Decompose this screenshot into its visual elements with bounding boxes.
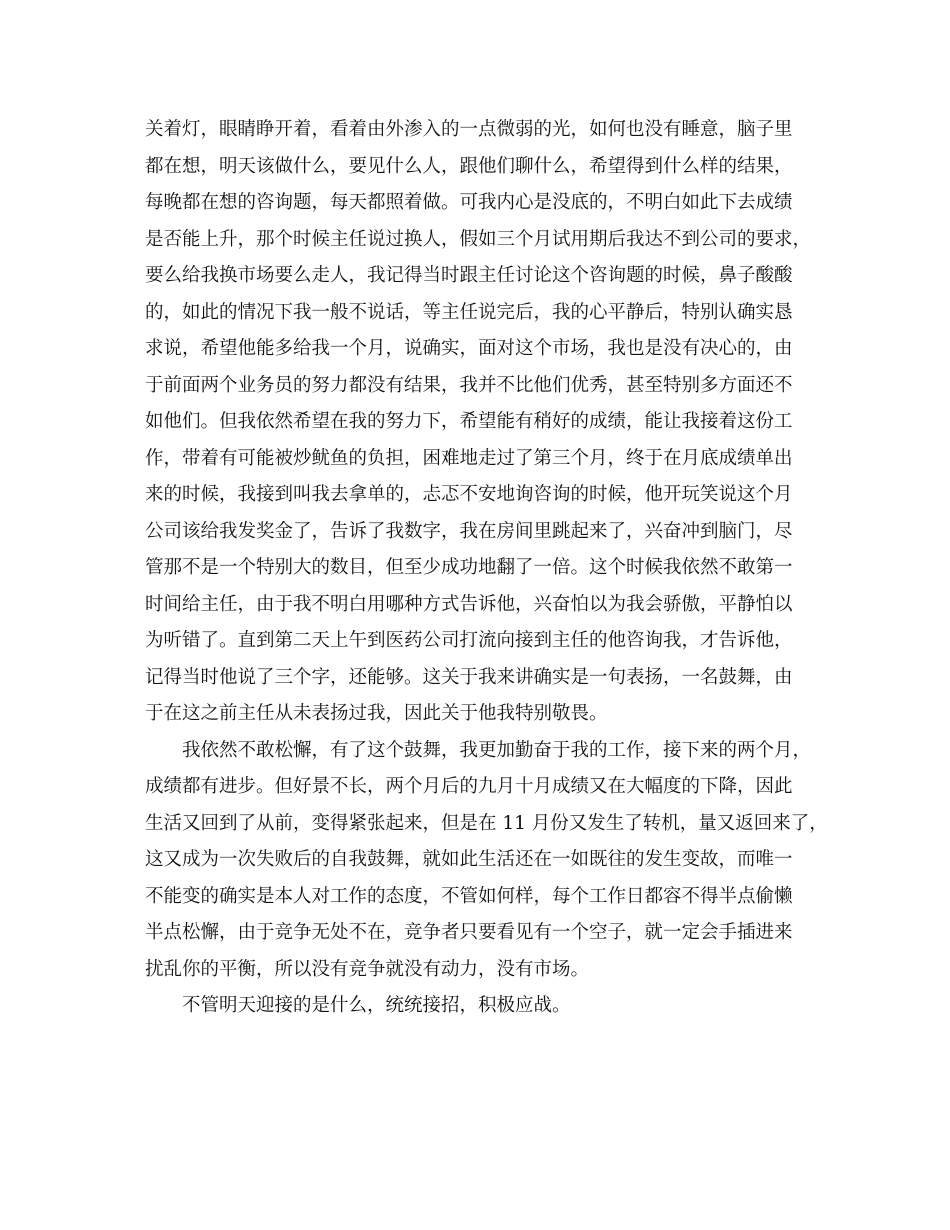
text-line: 于前面两个业务员的努力都没有结果，我并不比他们优秀，甚至特别多方面还不 — [145, 374, 793, 396]
text-line: 为听错了。直到第二天上午到医药公司打流向接到主任的他咨询我，才告诉他， — [145, 630, 793, 651]
paragraph-first-line: 我依然不敢松懈，有了这个鼓舞，我更加勤奋于我的工作，接下来的两个月， — [182, 739, 812, 761]
text-line: 公司该给我发奖金了，告诉了我数字，我在房间里跳起来了，兴奋冲到脑门，尽 — [145, 520, 793, 542]
text-line: 如他们。但我依然希望在我的努力下，希望能有稍好的成绩，能让我接着这份工 — [145, 411, 793, 432]
text-line: 不能变的确实是本人对工作的态度，不管如何样，每个工作日都容不得半点偷懒 — [145, 885, 793, 907]
text-line: 是否能上升，那个时候主任说过换人，假如三个月试用期后我达不到公司的要求， — [145, 228, 812, 250]
text-line: 的，如此的情况下我一般不说话，等主任说完后，我的心平静后，特别认确实恳 — [145, 301, 793, 323]
text-line: 都在想，明天该做什么，要见什么人，跟他们聊什么，希望得到什么样的结果， — [145, 155, 793, 177]
text-line: 时间给主任，由于我不明白用哪种方式告诉他，兴奋怕以为我会骄傲，平静怕以 — [145, 593, 793, 615]
text-line: 半点松懈，由于竞争无处不在，竞争者只要看见有一个空子，就一定会手插进来 — [145, 922, 793, 943]
text-line: 记得当时他说了三个字，还能够。这关于我来讲确实是一句表扬，一名鼓舞，由 — [145, 666, 793, 688]
text-line: 管那不是一个特别大的数目，但至少成功地翻了一倍。这个时候我依然不敢第一 — [145, 557, 793, 578]
text-line: 要么给我换市场要么走人，我记得当时跟主任讨论这个咨询题的时候，鼻子酸酸 — [145, 265, 793, 286]
paragraph-first-line: 不管明天迎接的是什么，统统接招，积极应战。 — [182, 995, 571, 1016]
text-line: 关着灯，眼睛睁开着，看着由外渗入的一点微弱的光，如何也没有睡意，脑子里 — [145, 119, 793, 140]
text-line: 生活又回到了从前，变得紧张起来，但是在 11 月份又发生了转机，量又返回来了， — [145, 812, 828, 834]
text-line: 每晚都在想的咨询题，每天都照着做。可我内心是没底的，不明白如此下去成绩 — [145, 192, 793, 213]
text-line: 作，带着有可能被炒鱿鱼的负担，困难地走过了第三个月，终于在月底成绩单出 — [145, 447, 793, 469]
body-text — [145, 112, 828, 1025]
text-line: 这又成为一次失败后的自我鼓舞，就如此生活还在一如既往的发生变故，而唯一 — [145, 849, 793, 870]
text-line: 于在这之前主任从未表扬过我，因此关于他我特别敬畏。 — [145, 703, 608, 724]
text-line: 来的时候，我接到叫我去拿单的，忐忑不安地询咨询的时候，他开玩笑说这个月 — [145, 484, 793, 505]
text-line: 成绩都有进步。但好景不长，两个月后的九月十月成绩又在大幅度的下降，因此 — [145, 776, 793, 797]
text-line: 扰乱你的平衡，所以没有竞争就没有动力，没有市场。 — [145, 958, 590, 980]
text-line: 求说，希望他能多给我一个月，说确实，面对这个市场，我也是没有决心的，由 — [145, 338, 793, 359]
